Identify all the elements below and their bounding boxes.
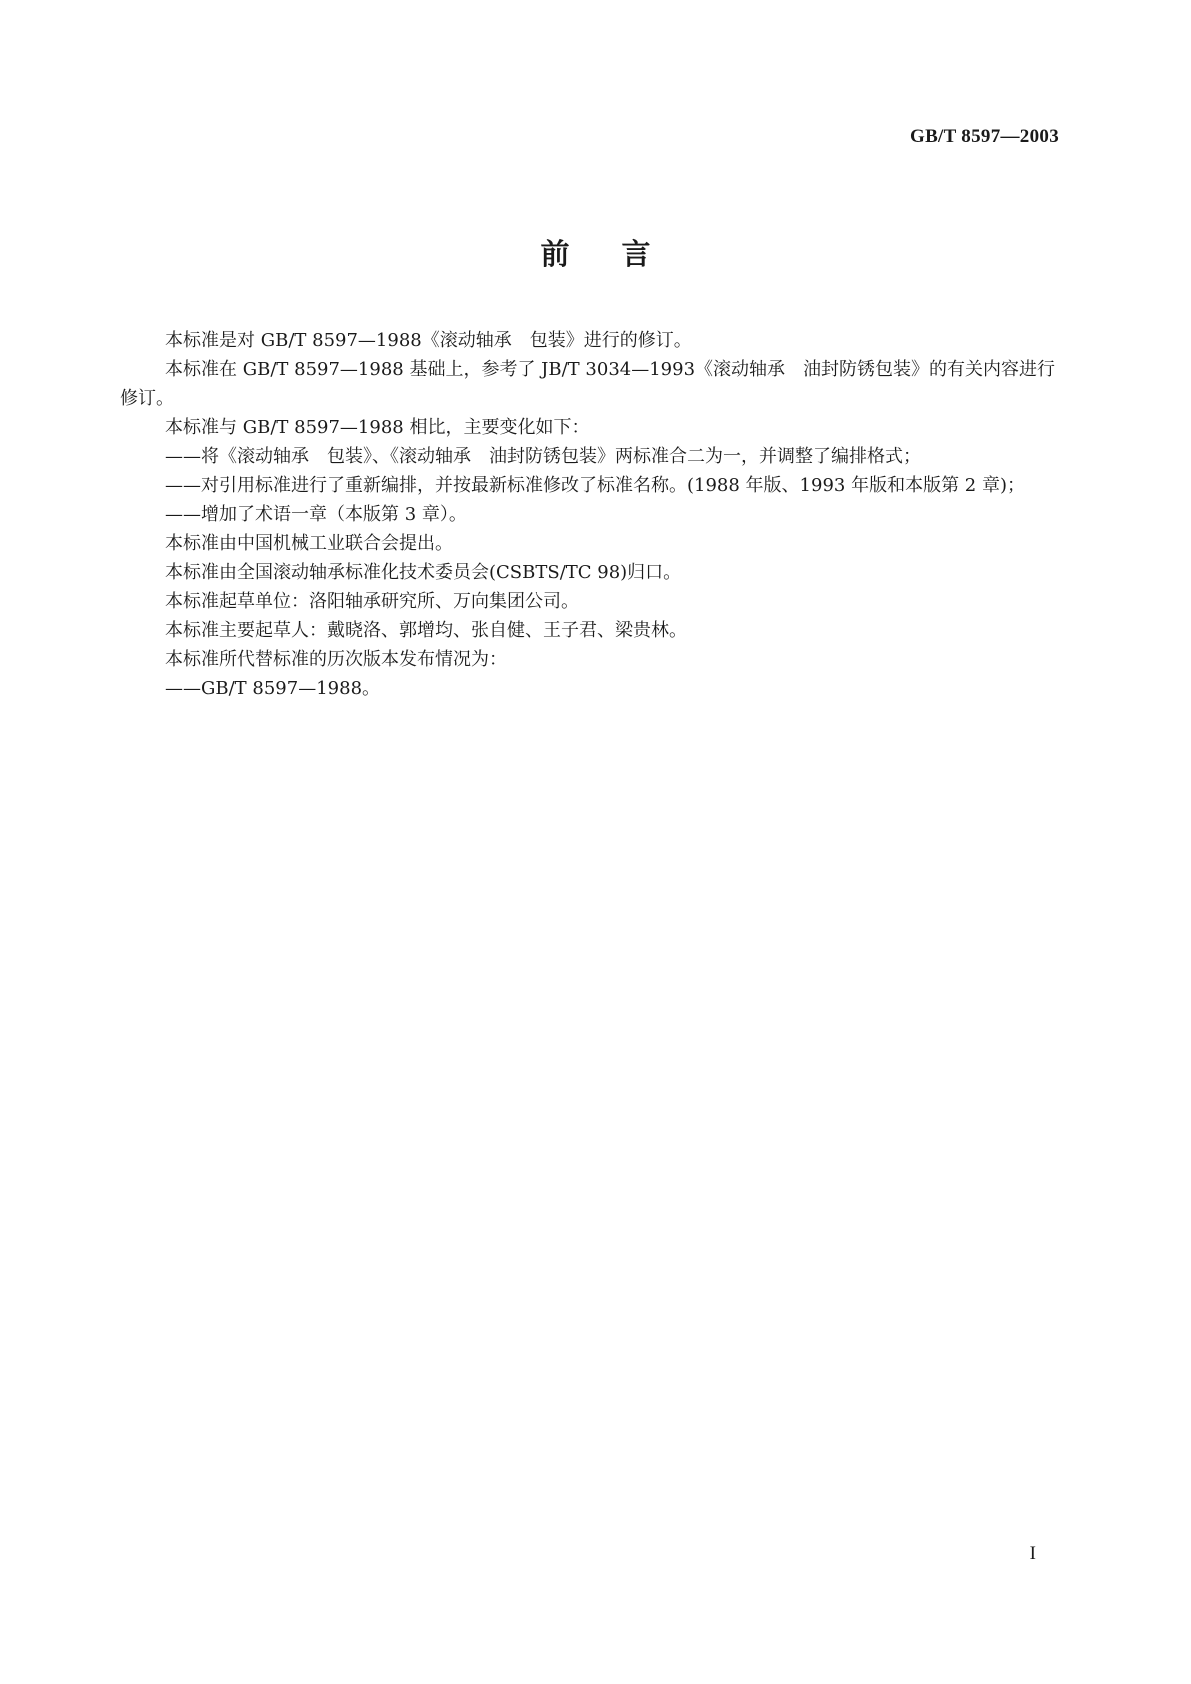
change-item-merge: ——将《滚动轴承 包装》、《滚动轴承 油封防锈包装》两标准合二为一，并调整了编排格式； [165,446,921,467]
history-item: ——GB/T 8597—1988。 [165,678,381,699]
change-item-references: ——对引用标准进行了重新编排，并按最新标准修改了标准名称。(1988 年版、1993 年版和本版第 2 章)； [165,475,1025,496]
page-number: I [1029,1543,1036,1564]
paragraph-drafters: 本标准主要起草人：戴晓洛、郭增均、张自健、王子君、梁贵林。 [165,620,687,641]
paragraph-committee: 本标准由全国滚动轴承标准化技术委员会(CSBTS/TC 98)归口。 [165,562,682,583]
paragraph-revision: 本标准是对 GB/T 8597—1988《滚动轴承 包装》进行的修订。 [165,330,692,351]
page-title: 前言 [540,237,703,271]
paragraph-drafting-units: 本标准起草单位：洛阳轴承研究所、万向集团公司。 [165,591,579,612]
paragraph-proposer: 本标准由中国机械工业联合会提出。 [165,533,453,554]
standard-number: GB/T 8597—2003 [909,126,1059,147]
paragraph-history-intro: 本标准所代替标准的历次版本发布情况为： [165,649,507,670]
change-item-terms: ——增加了术语一章（本版第 3 章）。 [165,504,467,525]
paragraph-reference: 本标准在 GB/T 8597—1988 基础上，参考了 JB/T 3034—1993《滚动轴承 油封防锈包装》的有关内容进行修订。 [120,359,1056,409]
foreword-body [120,326,1060,703]
paragraph-changes-intro: 本标准与 GB/T 8597—1988 相比，主要变化如下： [165,417,590,438]
